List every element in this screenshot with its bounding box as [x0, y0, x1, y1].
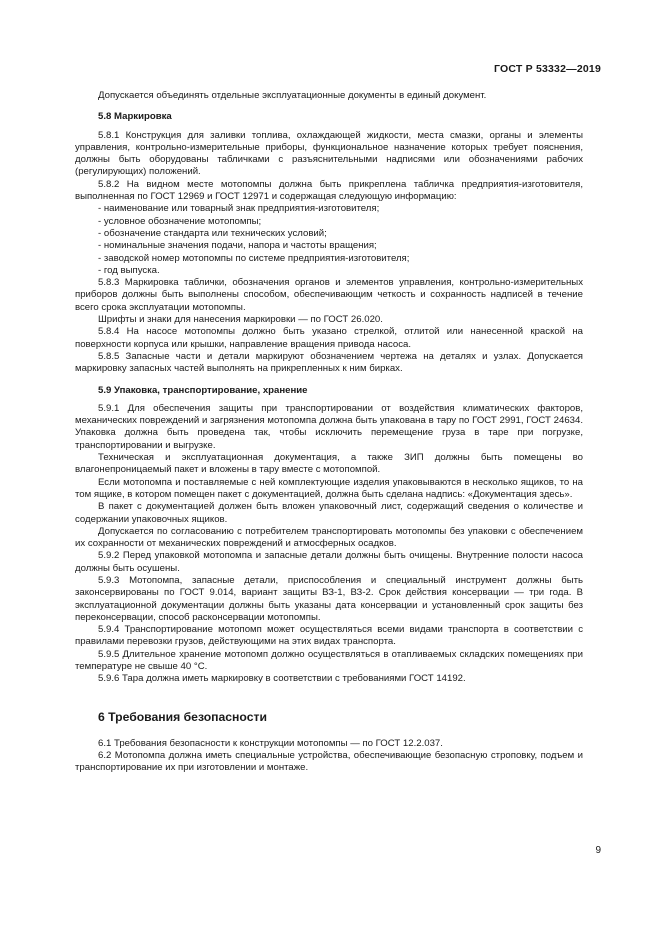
paragraph-5-9-4: 5.9.4 Транспортирование мотопомп может осуществляться всеми видами транспорта в соответствии с правилами перевозки грузов, действующими на этих видах транспорта.	[75, 624, 583, 648]
paragraph-5-8-1: 5.8.1 Конструкция для заливки топлива, охлаждающей жидкости, места смазки, органы и элементы управления, контрольно-измерительные приборы, функциональное назначение которых требует пояснения, должны быть оборудованы табличками с разъяснительными надписями или обозначениями рабочих (регулирующих) положений.	[75, 129, 583, 178]
section-5-8-title: 5.8 Маркировка	[98, 111, 172, 123]
paragraph-5-9-1-packing-list: В пакет с документацией должен быть вложен упаковочный лист, содержащий сведения о количестве и содержании упаковочных ящиков.	[75, 501, 583, 525]
section-6-title: 6 Требования безопасности	[98, 709, 267, 724]
paragraph-5-9-1-boxes: Если мотопомпа и поставляемые с ней комплектующие изделия упаковываются в несколько ящиков, то на том ящике, в котором помещен пакет с документацией, должна быть сделана надпись: «Документация здесь».	[75, 476, 583, 500]
section-5-9-title: 5.9 Упаковка, транспортирование, хранение	[98, 384, 308, 396]
page-content	[75, 90, 583, 775]
list-item: - условное обозначение мотопомпы;	[98, 215, 262, 227]
paragraph-5-9-3: 5.9.3 Мотопомпа, запасные детали, приспособления и специальный инструмент должны быть законсервированы по ГОСТ 9.014, вариант защиты ВЗ-1, ВЗ-2. Срок действия консервации — три года. В эксплуатационной документации должны быть указаны дата консервации и установленный срок защиты без переконсервации, способ расконсервации мотопомпы.	[75, 574, 583, 623]
paragraph-5-9-1: 5.9.1 Для обеспечения защиты при транспортировании от воздействия климатических факторов, механических повреждений и загрязнения мотопомпа должна быть упакована в тару по ГОСТ 2991, ГОСТ 24634. Упаковка должна быть проведена так, чтобы исключить перемещение груза в таре при погрузке, транспортировании и выгрузке.	[75, 402, 583, 451]
paragraph-5-8-3-fonts: Шрифты и знаки для нанесения маркировки — по ГОСТ 26.020.	[98, 314, 383, 326]
list-item: - год выпуска.	[98, 264, 160, 276]
paragraph-6-2: 6.2 Мотопомпа должна иметь специальные устройства, обеспечивающие безопасную строповку, подъем и транспортирование их при изготовлении и монтаже.	[75, 749, 583, 774]
list-item: - заводской номер мотопомпы по системе предприятия-изготовителя;	[98, 252, 410, 264]
intro-paragraph: Допускается объединять отдельные эксплуатационные документы в единый документ.	[98, 90, 487, 101]
paragraph-5-8-3: 5.8.3 Маркировка таблички, обозначения органов и элементов управления, контрольно-измерительных приборов должны быть выполнены способом, обеспечивающим четкость и сохранность надписей в течение всего срока эксплуатации мотопомпы.	[75, 277, 583, 313]
document-id: ГОСТ Р 53332—2019	[493, 63, 601, 75]
plate-info-list	[75, 203, 583, 277]
paragraph-5-8-2: 5.8.2 На видном месте мотопомпы должна быть прикреплена табличка предприятия-изготовителя, выполненная по ГОСТ 12969 и ГОСТ 12971 и содержащая следующую информацию:	[75, 178, 583, 203]
paragraph-5-9-1-no-packing: Допускается по согласованию с потребителем транспортировать мотопомпы без упаковки с обеспечением их сохранности от механических повреждений и атмосферных осадков.	[75, 525, 583, 550]
page-number: 9	[595, 845, 601, 856]
paragraph-6-1: 6.1 Требования безопасности к конструкции мотопомпы — по ГОСТ 12.2.037.	[98, 737, 443, 749]
paragraph-5-8-4: 5.8.4 На насосе мотопомпы должно быть указано стрелкой, отлитой или нанесенной краской на поверхности корпуса или крышки, направление вращения привода насоса.	[75, 326, 583, 350]
paragraph-5-9-6: 5.9.6 Тара должна иметь маркировку в соответствии с требованиями ГОСТ 14192.	[98, 673, 466, 685]
paragraph-5-9-2: 5.9.2 Перед упаковкой мотопомпа и запасные детали должны быть очищены. Внутренние полости насоса должны быть осушены.	[75, 550, 583, 574]
paragraph-5-8-5: 5.8.5 Запасные части и детали маркируют обозначением чертежа на деталях и узлах. Допускается маркировку запасных частей выполнять на прикрепленных к ним бирках.	[75, 350, 583, 375]
list-item: - наименование или товарный знак предприятия-изготовителя;	[98, 203, 380, 215]
paragraph-5-9-1-docs: Техническая и эксплуатационная документация, а также ЗИП должны быть помещены во влагонепроницаемый пакет и вложены в тару вместе с мотопомпой.	[75, 452, 583, 476]
list-item: - номинальные значения подачи, напора и частоты вращения;	[98, 240, 377, 252]
paragraph-5-9-5: 5.9.5 Длительное хранение мотопомп должно осуществляться в отапливаемых складских помещениях при температуре не свыше 40 °С.	[75, 648, 583, 673]
list-item: - обозначение стандарта или технических условий;	[98, 227, 327, 239]
